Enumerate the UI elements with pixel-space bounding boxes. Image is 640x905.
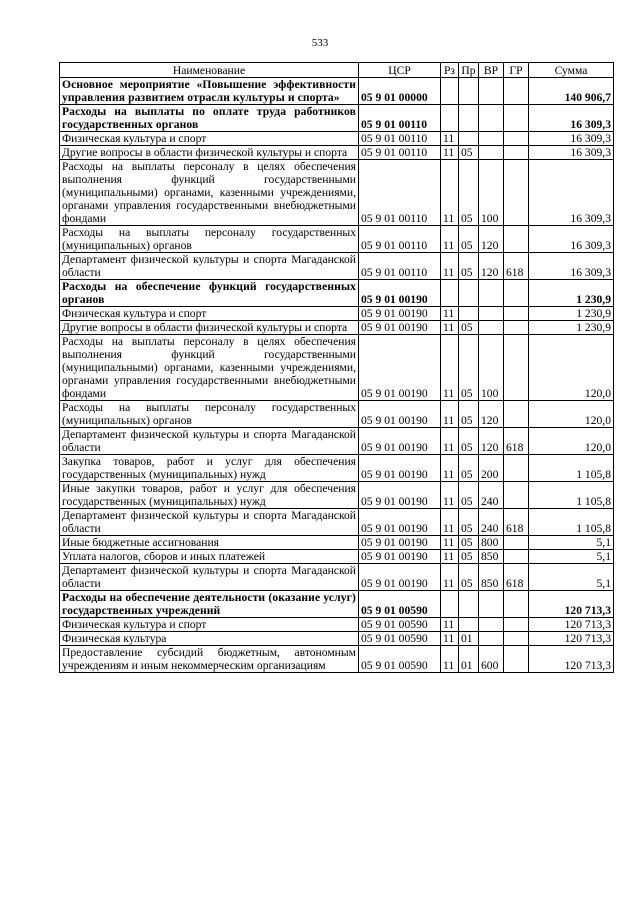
cell-sum: 5,1 — [529, 536, 614, 550]
cell-name: Департамент физической культуры и спорта Магаданской области — [60, 428, 359, 455]
table-row — [60, 132, 614, 146]
cell-csr: 05 9 01 00190 — [359, 321, 441, 335]
table-body — [60, 78, 614, 673]
cell-rz: 11 — [441, 160, 459, 226]
cell-name: Расходы на выплаты персоналу государственных (муниципальных) органов — [60, 226, 359, 253]
column-header-rz: Рз — [441, 63, 459, 78]
cell-rz: 11 — [441, 321, 459, 335]
cell-vr — [479, 78, 504, 105]
cell-pr: 05 — [459, 509, 479, 536]
cell-vr — [479, 632, 504, 646]
cell-gr — [504, 280, 529, 307]
cell-pr: 05 — [459, 160, 479, 226]
table-row — [60, 146, 614, 160]
table-row — [60, 550, 614, 564]
cell-gr: 618 — [504, 564, 529, 591]
column-header-vr: ВР — [479, 63, 504, 78]
table-row — [60, 160, 614, 226]
cell-pr: 05 — [459, 428, 479, 455]
cell-sum: 16 309,3 — [529, 132, 614, 146]
cell-gr — [504, 618, 529, 632]
cell-name: Расходы на выплаты по оплате труда работников государственных органов — [60, 105, 359, 132]
cell-rz: 11 — [441, 550, 459, 564]
table-row — [60, 428, 614, 455]
column-header-pr: Пр — [459, 63, 479, 78]
cell-name: Расходы на выплаты персоналу в целях обеспечения выполнения функций государственными (муниципальными) органами, казенными учреждениями, органами управления государственными внебюджетными фондами — [60, 335, 359, 401]
table-row — [60, 280, 614, 307]
cell-vr: 850 — [479, 564, 504, 591]
cell-name: Департамент физической культуры и спорта Магаданской области — [60, 509, 359, 536]
cell-pr: 05 — [459, 321, 479, 335]
cell-sum: 16 309,3 — [529, 105, 614, 132]
budget-table — [59, 62, 614, 673]
cell-vr: 200 — [479, 455, 504, 482]
cell-gr: 618 — [504, 509, 529, 536]
cell-pr: 05 — [459, 226, 479, 253]
table-row — [60, 618, 614, 632]
cell-gr — [504, 78, 529, 105]
cell-csr: 05 9 01 00590 — [359, 591, 441, 618]
cell-sum: 16 309,3 — [529, 253, 614, 280]
cell-csr: 05 9 01 00190 — [359, 455, 441, 482]
cell-pr — [459, 307, 479, 321]
cell-name: Расходы на обеспечение деятельности (оказание услуг) государственных учреждений — [60, 591, 359, 618]
table-row — [60, 632, 614, 646]
cell-csr: 05 9 01 00190 — [359, 482, 441, 509]
cell-csr: 05 9 01 00110 — [359, 146, 441, 160]
cell-rz: 11 — [441, 226, 459, 253]
cell-name: Предоставление субсидий бюджетным, автономным учреждениям и иным некоммерческим организациям — [60, 646, 359, 673]
table-row — [60, 509, 614, 536]
cell-csr: 05 9 01 00110 — [359, 132, 441, 146]
cell-pr: 05 — [459, 335, 479, 401]
cell-sum: 120,0 — [529, 335, 614, 401]
cell-pr: 05 — [459, 550, 479, 564]
cell-rz: 11 — [441, 564, 459, 591]
table-row — [60, 253, 614, 280]
cell-rz — [441, 105, 459, 132]
table-row — [60, 401, 614, 428]
cell-csr: 05 9 01 00190 — [359, 335, 441, 401]
cell-sum: 140 906,7 — [529, 78, 614, 105]
table-header-row — [60, 63, 614, 78]
cell-pr: 05 — [459, 482, 479, 509]
cell-rz — [441, 280, 459, 307]
cell-rz: 11 — [441, 536, 459, 550]
cell-name: Иные закупки товаров, работ и услуг для обеспечения государственных (муниципальных) нужд — [60, 482, 359, 509]
cell-csr: 05 9 01 00190 — [359, 550, 441, 564]
cell-name: Расходы на выплаты персоналу государственных (муниципальных) органов — [60, 401, 359, 428]
cell-vr: 120 — [479, 401, 504, 428]
cell-pr: 05 — [459, 455, 479, 482]
cell-rz: 11 — [441, 132, 459, 146]
table-row — [60, 321, 614, 335]
cell-vr — [479, 132, 504, 146]
cell-sum: 16 309,3 — [529, 146, 614, 160]
table-row — [60, 455, 614, 482]
cell-gr — [504, 146, 529, 160]
cell-rz: 11 — [441, 146, 459, 160]
cell-rz: 11 — [441, 401, 459, 428]
table-row — [60, 226, 614, 253]
cell-name: Физическая культура и спорт — [60, 307, 359, 321]
cell-pr — [459, 105, 479, 132]
cell-sum: 120 713,3 — [529, 618, 614, 632]
page-number: 533 — [311, 37, 329, 49]
table-row — [60, 646, 614, 673]
cell-gr — [504, 226, 529, 253]
cell-vr: 240 — [479, 509, 504, 536]
cell-vr: 600 — [479, 646, 504, 673]
cell-gr — [504, 646, 529, 673]
table-row — [60, 105, 614, 132]
cell-vr: 240 — [479, 482, 504, 509]
cell-pr — [459, 591, 479, 618]
cell-gr — [504, 550, 529, 564]
cell-name: Закупка товаров, работ и услуг для обеспечения государственных (муниципальных) нужд — [60, 455, 359, 482]
cell-gr — [504, 307, 529, 321]
cell-rz: 11 — [441, 455, 459, 482]
cell-sum: 1 230,9 — [529, 321, 614, 335]
cell-csr: 05 9 01 00590 — [359, 618, 441, 632]
cell-pr: 05 — [459, 146, 479, 160]
cell-sum: 120 713,3 — [529, 646, 614, 673]
cell-pr: 05 — [459, 253, 479, 280]
cell-gr — [504, 132, 529, 146]
cell-vr — [479, 321, 504, 335]
cell-gr — [504, 632, 529, 646]
cell-pr: 01 — [459, 632, 479, 646]
cell-name: Департамент физической культуры и спорта Магаданской области — [60, 564, 359, 591]
cell-name: Физическая культура и спорт — [60, 618, 359, 632]
cell-sum: 5,1 — [529, 550, 614, 564]
cell-csr: 05 9 01 00190 — [359, 428, 441, 455]
cell-rz: 11 — [441, 253, 459, 280]
cell-csr: 05 9 01 00190 — [359, 509, 441, 536]
cell-rz: 11 — [441, 428, 459, 455]
cell-rz: 11 — [441, 335, 459, 401]
cell-rz: 11 — [441, 509, 459, 536]
cell-gr — [504, 105, 529, 132]
cell-vr — [479, 146, 504, 160]
cell-csr: 05 9 01 00110 — [359, 253, 441, 280]
table-row — [60, 335, 614, 401]
cell-csr: 05 9 01 00190 — [359, 401, 441, 428]
cell-csr: 05 9 01 00110 — [359, 160, 441, 226]
cell-sum: 120,0 — [529, 428, 614, 455]
cell-pr — [459, 78, 479, 105]
cell-csr: 05 9 01 00190 — [359, 564, 441, 591]
cell-gr: 618 — [504, 253, 529, 280]
cell-sum: 120 713,3 — [529, 632, 614, 646]
cell-csr: 05 9 01 00000 — [359, 78, 441, 105]
cell-pr — [459, 618, 479, 632]
cell-sum: 5,1 — [529, 564, 614, 591]
cell-csr: 05 9 01 00190 — [359, 536, 441, 550]
cell-name: Департамент физической культуры и спорта Магаданской области — [60, 253, 359, 280]
cell-vr — [479, 618, 504, 632]
cell-pr: 05 — [459, 401, 479, 428]
cell-pr — [459, 132, 479, 146]
cell-gr — [504, 482, 529, 509]
cell-pr: 05 — [459, 536, 479, 550]
cell-rz — [441, 78, 459, 105]
cell-pr: 01 — [459, 646, 479, 673]
cell-gr — [504, 591, 529, 618]
cell-name: Другие вопросы в области физической культуры и спорта — [60, 321, 359, 335]
cell-csr: 05 9 01 00190 — [359, 280, 441, 307]
cell-gr — [504, 160, 529, 226]
cell-rz: 11 — [441, 618, 459, 632]
cell-vr — [479, 591, 504, 618]
cell-csr: 05 9 01 00190 — [359, 307, 441, 321]
cell-sum: 1 105,8 — [529, 455, 614, 482]
cell-sum: 1 105,8 — [529, 509, 614, 536]
cell-name: Физическая культура и спорт — [60, 132, 359, 146]
cell-vr: 800 — [479, 536, 504, 550]
cell-rz: 11 — [441, 646, 459, 673]
column-header-sum: Сумма — [529, 63, 614, 78]
cell-name: Расходы на выплаты персоналу в целях обеспечения выполнения функций государственными (муниципальными) органами, казенными учреждениями, органами управления государственными внебюджетными фондами — [60, 160, 359, 226]
cell-csr: 05 9 01 00590 — [359, 632, 441, 646]
cell-csr: 05 9 01 00110 — [359, 105, 441, 132]
cell-name: Физическая культура — [60, 632, 359, 646]
cell-sum: 16 309,3 — [529, 160, 614, 226]
cell-vr: 120 — [479, 226, 504, 253]
cell-name: Основное мероприятие «Повышение эффективности управления развитием отрасли культуры и спорта» — [60, 78, 359, 105]
cell-vr: 100 — [479, 335, 504, 401]
cell-csr: 05 9 01 00110 — [359, 226, 441, 253]
column-header-csr: ЦСР — [359, 63, 441, 78]
table-row — [60, 564, 614, 591]
cell-vr: 100 — [479, 160, 504, 226]
cell-name: Расходы на обеспечение функций государственных органов — [60, 280, 359, 307]
table-row — [60, 591, 614, 618]
cell-vr: 850 — [479, 550, 504, 564]
column-header-name: Наименование — [60, 63, 359, 78]
table-row — [60, 482, 614, 509]
cell-vr — [479, 307, 504, 321]
cell-gr — [504, 401, 529, 428]
table-row — [60, 307, 614, 321]
cell-sum: 1 230,9 — [529, 307, 614, 321]
cell-gr — [504, 335, 529, 401]
cell-gr: 618 — [504, 428, 529, 455]
cell-gr — [504, 455, 529, 482]
cell-csr: 05 9 01 00590 — [359, 646, 441, 673]
cell-gr — [504, 536, 529, 550]
cell-name: Уплата налогов, сборов и иных платежей — [60, 550, 359, 564]
table-row — [60, 536, 614, 550]
cell-vr: 120 — [479, 428, 504, 455]
cell-vr: 120 — [479, 253, 504, 280]
cell-name: Другие вопросы в области физической культуры и спорта — [60, 146, 359, 160]
column-header-gr: ГР — [504, 63, 529, 78]
cell-sum: 1 230,9 — [529, 280, 614, 307]
cell-sum: 120 713,3 — [529, 591, 614, 618]
cell-name: Иные бюджетные ассигнования — [60, 536, 359, 550]
cell-sum: 120,0 — [529, 401, 614, 428]
cell-sum: 16 309,3 — [529, 226, 614, 253]
cell-pr — [459, 280, 479, 307]
cell-gr — [504, 321, 529, 335]
cell-rz: 11 — [441, 482, 459, 509]
cell-vr — [479, 280, 504, 307]
table-row — [60, 78, 614, 105]
cell-rz: 11 — [441, 307, 459, 321]
cell-rz: 11 — [441, 632, 459, 646]
cell-vr — [479, 105, 504, 132]
cell-rz — [441, 591, 459, 618]
cell-pr: 05 — [459, 564, 479, 591]
cell-sum: 1 105,8 — [529, 482, 614, 509]
